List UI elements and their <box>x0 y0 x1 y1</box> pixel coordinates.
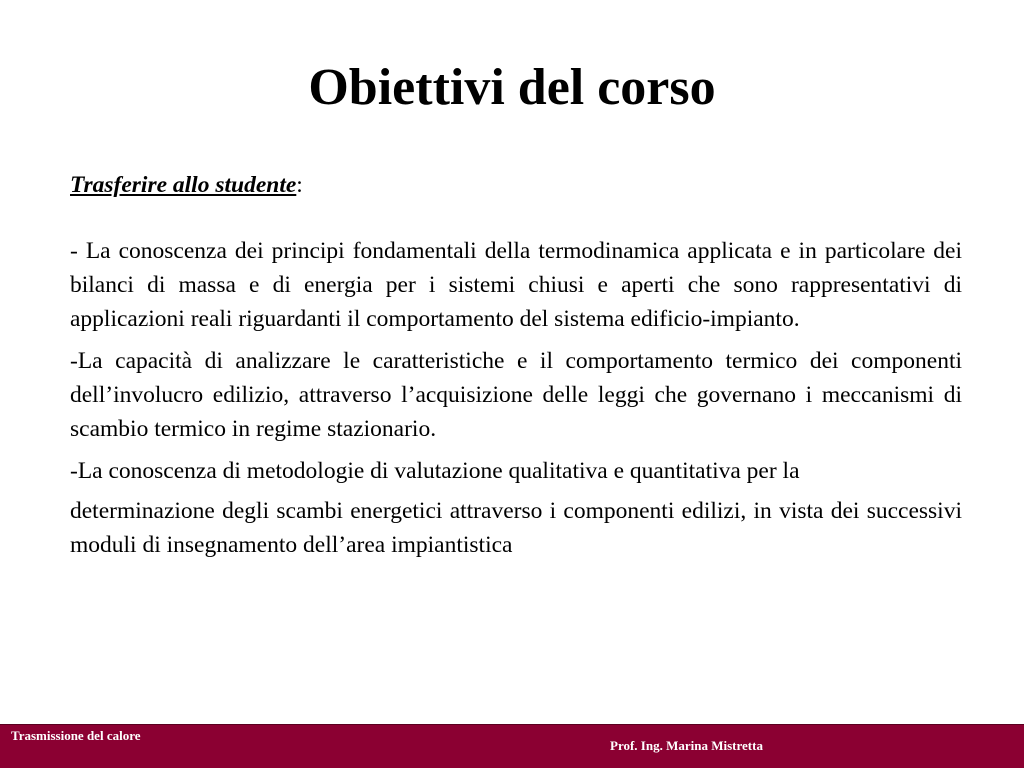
intro-line <box>70 168 962 202</box>
intro-colon: : <box>296 172 303 198</box>
paragraph-thermal-behaviour: -La capacità di analizzare le caratteristiche e il comportamento termico dei componenti dell’involucro edilizio, attraverso l’acquisizione delle leggi che governano i meccanismi di scambio termico in regime stazionario. <box>70 348 962 442</box>
slide-content <box>70 168 962 570</box>
intro-label: Trasferire allo studente <box>70 172 297 198</box>
paragraph-thermodynamics: - La conoscenza dei principi fondamentali della termodinamica applicata e in particolare dei bilanci di massa e di energia per i sistemi chiusi e aperti che sono rappresentativi di applicazioni reali riguardanti il comportamento del sistema edificio-impianto. <box>70 238 962 332</box>
footer-course-title: Trasmissione del calore <box>11 728 141 743</box>
footer-professor: Prof. Ing. Marina Mistretta <box>610 738 763 753</box>
paragraph-energy-exchanges: determinazione degli scambi energetici attraverso i componenti edilizi, in vista dei successivi moduli di insegnamento dell’area impiantistica <box>70 498 962 558</box>
slide-title: Obiettivi del corso <box>308 59 716 116</box>
footer-bar <box>0 724 1024 768</box>
paragraph-methodologies: -La conoscenza di metodologie di valutazione qualitativa e quantitativa per la <box>70 458 800 484</box>
